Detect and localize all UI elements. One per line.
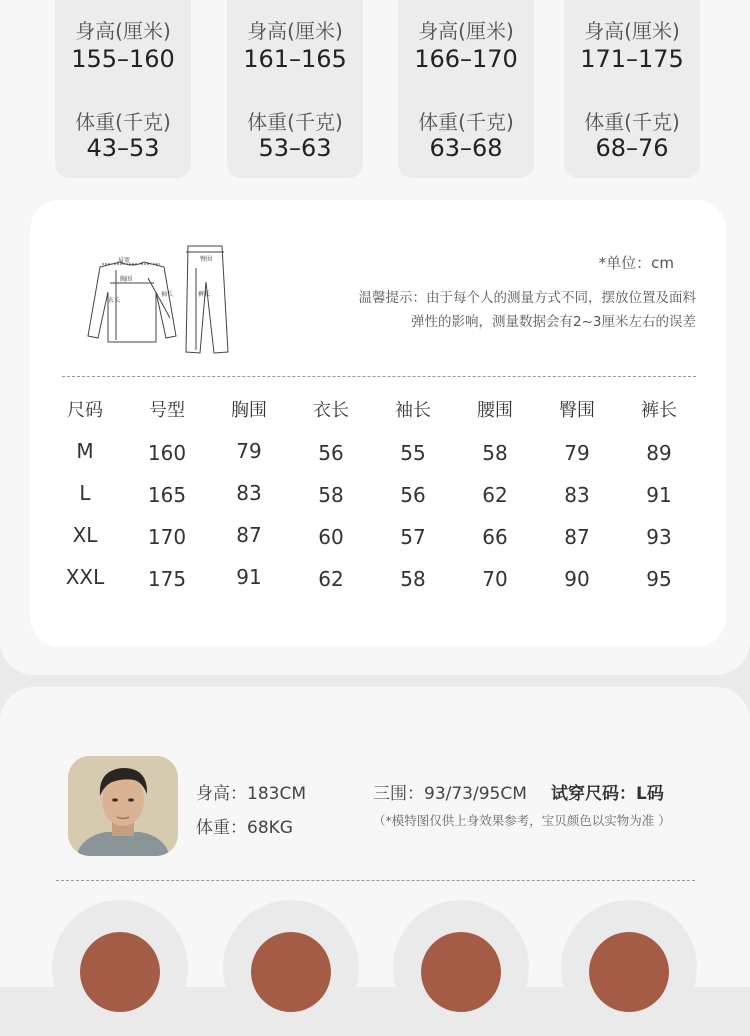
reference-card (227, 0, 363, 178)
dashed-divider (62, 376, 696, 377)
column-header-length: 衣长 (313, 400, 349, 421)
weight-range: 68–76 (595, 134, 669, 162)
table-cell: 87 (236, 523, 262, 547)
dashed-divider (56, 880, 695, 881)
weight-label: 体重(千克) (75, 110, 171, 134)
table-cell: 58 (318, 483, 344, 507)
column-header-waist: 腰围 (477, 400, 513, 421)
weight-label: 体重(千克) (584, 110, 680, 134)
table-cell: 57 (400, 525, 426, 549)
weight-label: 体重(千克) (247, 110, 343, 134)
model-measurements: 三围：93/73/95CM (373, 784, 527, 804)
table-cell: 70 (482, 567, 508, 591)
shirt-diagram (88, 262, 176, 342)
table-cell: 66 (482, 525, 508, 549)
color-swatch[interactable] (223, 900, 359, 1036)
table-cell: 58 (482, 441, 508, 465)
table-cell: L (79, 481, 91, 505)
measurement-tip (276, 286, 696, 334)
garment-measure-diagram (80, 240, 250, 360)
table-cell: 91 (646, 483, 672, 507)
tip-line: 弹性的影响，测量数据会有2~3厘米左右的误差 (411, 314, 696, 330)
color-swatch[interactable] (561, 900, 697, 1036)
table-cell: 60 (318, 525, 344, 549)
reference-card (55, 0, 191, 178)
table-cell: 55 (400, 441, 426, 465)
column-header-hip: 臀围 (559, 400, 595, 421)
column-header-pants-length: 裤长 (641, 400, 677, 421)
table-cell: 91 (236, 565, 262, 589)
height-range: 155–160 (71, 45, 175, 73)
model-photo (68, 756, 178, 856)
table-cell: XL (72, 523, 98, 547)
height-label: 身高(厘米) (247, 19, 343, 43)
height-label: 身高(厘米) (584, 19, 680, 43)
trial-size: 试穿尺码：L码 (551, 784, 664, 804)
table-cell: 79 (564, 441, 590, 465)
column-header-model: 号型 (149, 400, 185, 421)
height-range: 161–165 (243, 45, 347, 73)
height-label: 身高(厘米) (75, 19, 171, 43)
column-header-size: 尺码 (67, 400, 103, 421)
table-cell: 83 (236, 481, 262, 505)
tip-line: 温馨提示：由于每个人的测量方式不同，摆放位置及面料 (358, 290, 696, 306)
weight-range: 43–53 (86, 134, 160, 162)
weight-range: 53–63 (258, 134, 332, 162)
table-cell: 58 (400, 567, 426, 591)
reference-card (564, 0, 700, 178)
table-cell: 90 (564, 567, 590, 591)
weight-label: 体重(千克) (418, 110, 514, 134)
pants-length-label: 裤长 (198, 291, 211, 298)
shirt-length-label: 衣长 (108, 297, 121, 304)
model-weight: 体重：68KG (196, 818, 293, 838)
size-chart-panel (30, 200, 726, 647)
table-cell: XXL (65, 565, 105, 589)
column-header-sleeve: 袖长 (395, 400, 431, 421)
table-cell: 165 (147, 483, 187, 507)
color-swatch[interactable] (52, 900, 188, 1036)
sleeve-label: 袖长 (161, 291, 174, 298)
height-label: 身高(厘米) (418, 19, 514, 43)
table-cell: 95 (646, 567, 672, 591)
weight-range: 63–68 (429, 134, 503, 162)
unit-label: *单位：cm (598, 254, 674, 272)
table-cell: 79 (236, 439, 262, 463)
height-range: 166–170 (414, 45, 518, 73)
table-cell: 56 (400, 483, 426, 507)
hip-label: 臀围 (200, 256, 213, 263)
swatch-fill (80, 932, 160, 1012)
table-cell: 89 (646, 441, 672, 465)
table-cell: 62 (318, 567, 344, 591)
table-cell: 62 (482, 483, 508, 507)
model-height: 身高：183CM (196, 784, 306, 804)
swatch-fill (251, 932, 331, 1012)
swatch-fill (421, 932, 501, 1012)
table-cell: 93 (646, 525, 672, 549)
table-cell: 175 (147, 567, 187, 591)
swatch-fill (589, 932, 669, 1012)
color-swatch[interactable] (393, 900, 529, 1036)
table-cell: 83 (564, 483, 590, 507)
reference-card (398, 0, 534, 178)
chest-label: 胸围 (120, 276, 133, 283)
model-disclaimer: （*模特图仅供上身效果参考，宝贝颜色以实物为准 ） (373, 813, 671, 828)
table-cell: 87 (564, 525, 590, 549)
table-cell: M (76, 439, 94, 463)
column-header-chest: 胸围 (231, 400, 267, 421)
model-portrait-illustration (68, 756, 178, 856)
table-cell: 170 (147, 525, 187, 549)
table-cell: 160 (147, 441, 187, 465)
table-cell: 56 (318, 441, 344, 465)
height-range: 171–175 (580, 45, 684, 73)
shoulder-width-label: 肩宽 (118, 257, 131, 264)
